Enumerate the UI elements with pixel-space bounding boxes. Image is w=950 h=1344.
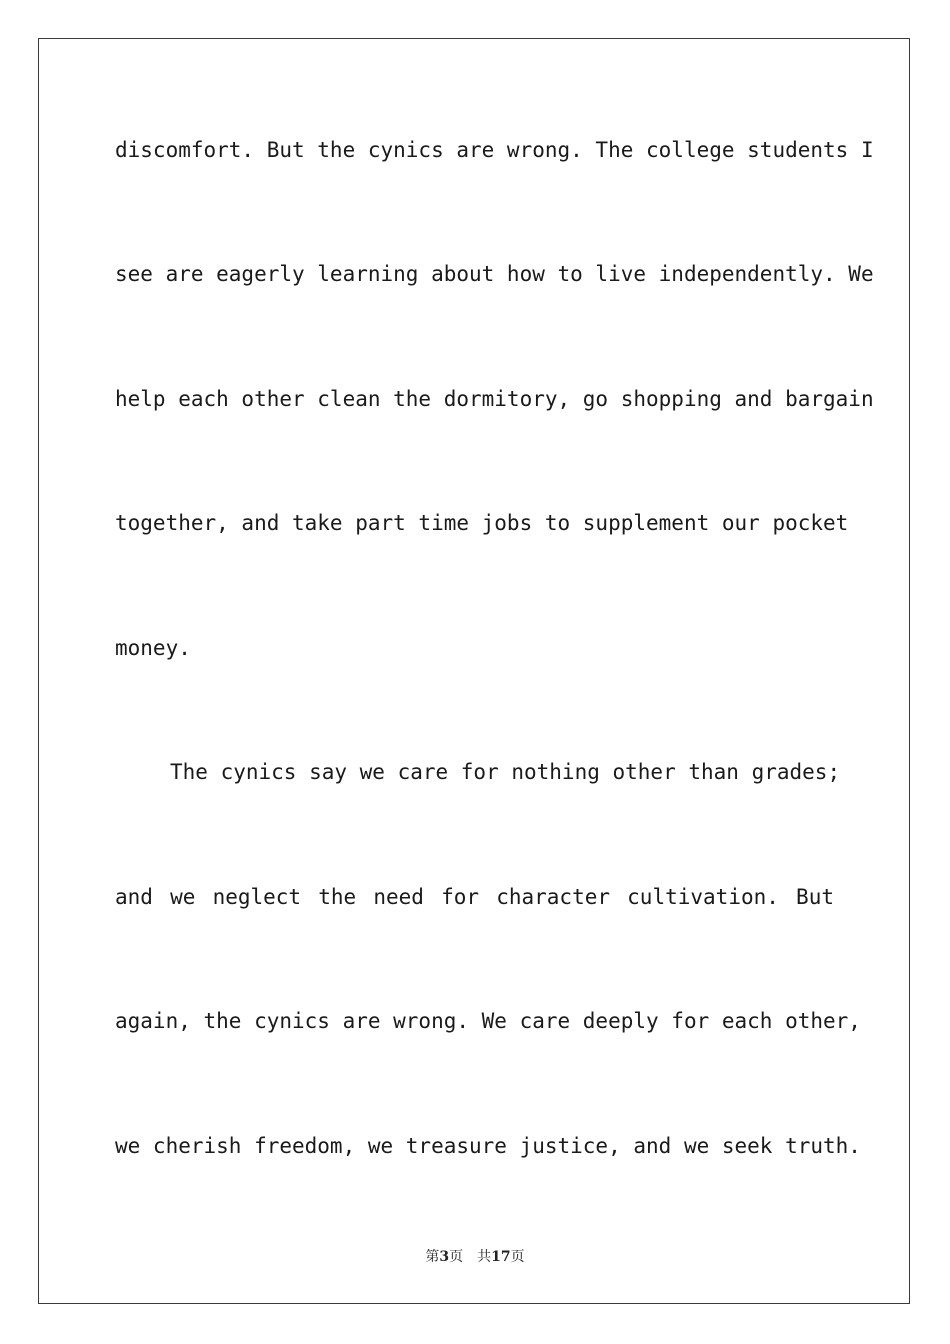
- text-line-9: we cherish freedom, we treasure justice, and we seek truth.: [115, 1134, 861, 1158]
- page-suffix: 页: [449, 1249, 464, 1265]
- text-line-6: The cynics say we care for nothing other than grades;: [170, 760, 841, 784]
- text-line-7: and we neglect the need for character cultivation. But: [115, 885, 834, 909]
- text-line-5: money.: [115, 636, 191, 660]
- page-footer: [0, 1246, 950, 1266]
- page-number: 3: [439, 1249, 450, 1265]
- total-pages: 17: [491, 1249, 511, 1265]
- text-line-3: help each other clean the dormitory, go shopping and bargain: [115, 387, 874, 411]
- page-border: [38, 38, 910, 1304]
- total-suffix: 页: [510, 1249, 525, 1265]
- text-line-2: see are eagerly learning about how to live independently. We: [115, 262, 874, 286]
- text-line-1: discomfort. But the cynics are wrong. The college students I: [115, 138, 874, 162]
- total-prefix: 共: [477, 1249, 492, 1265]
- page-prefix: 第: [425, 1249, 440, 1265]
- text-line-4: together, and take part time jobs to supplement our pocket: [115, 511, 849, 535]
- text-line-8: again, the cynics are wrong. We care deeply for each other,: [115, 1009, 861, 1033]
